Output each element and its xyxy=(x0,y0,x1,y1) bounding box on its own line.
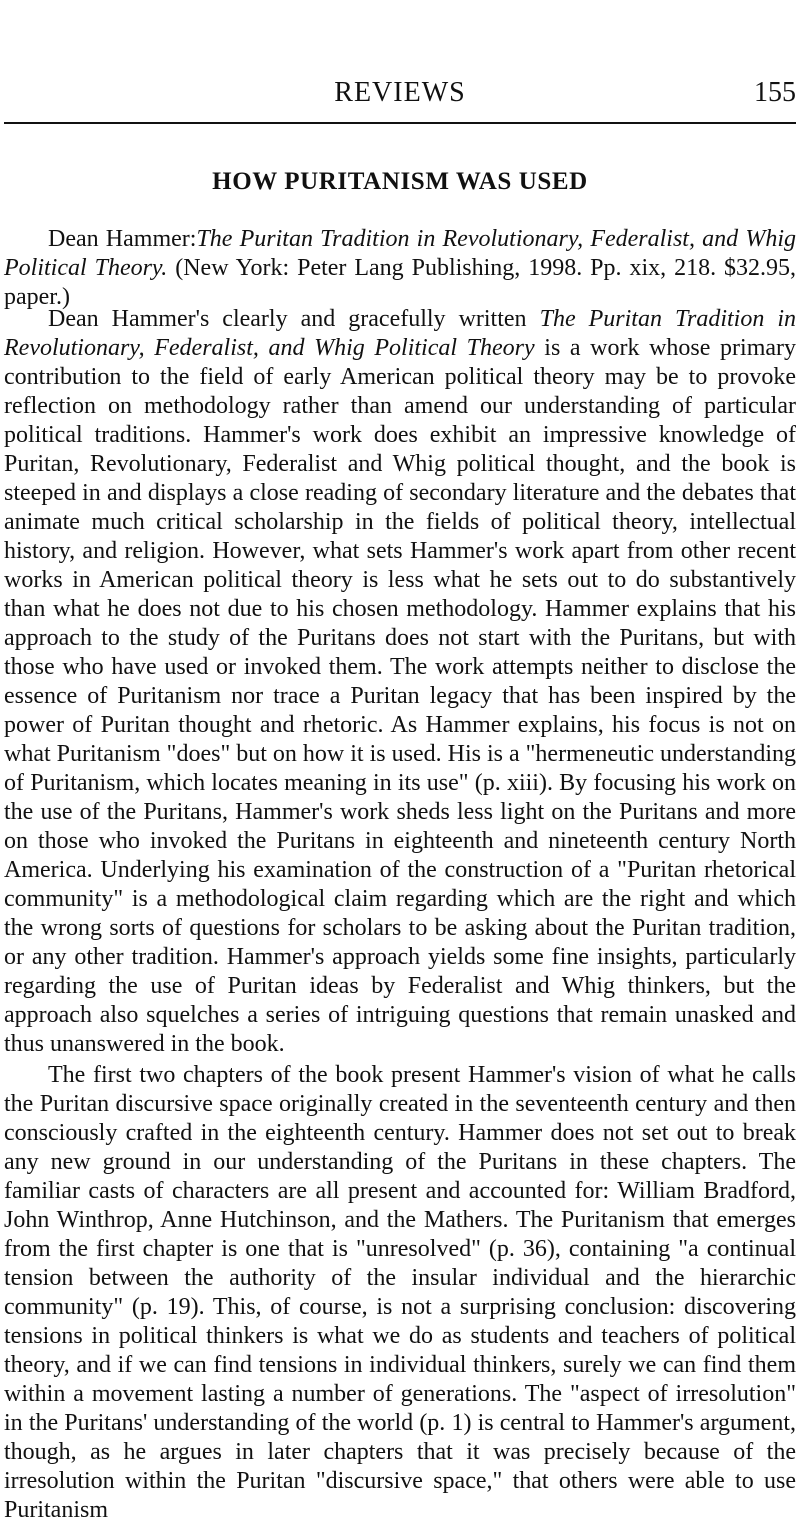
paragraph-1 xyxy=(4,305,796,1059)
citation-author: Dean Hammer: xyxy=(48,226,197,252)
paragraph-1-book-title: The Puritan Tradition in Revolutionary, Federalist, and Whig Political Theory xyxy=(4,306,797,361)
page-number: 155 xyxy=(754,77,796,108)
paragraph-1-text: is a work whose primary contribution to the field of early American political theory may be to provoke reflection on methodology rather than amend our understanding of particular political traditions. Hammer's work does exhibit an impressive knowledge of Puritan, Revolutionary, Federalist and Whig political thought, and the book is steeped in and displays a close reading of secondary literature and the debates that animate much critical scholarship in the fields of political theory, intellectual history, and religion. However, what sets Hammer's work apart from other recent works in American political theory is less what he sets out to do substantively than what he does not due to his chosen methodology. Hammer explains that his approach to the study of the Puritans does not start with the Puritans, but with those who have used or invoked them. The work attempts neither to disclose the essence of Puritanism nor trace a Puritan legacy that has been inspired by the power of Puritan thought and rhetoric. As Hammer explains, his focus is not on what Puritanism "does" but on how it is used. His is a "hermeneutic understanding of Puritanism, which locates meaning in its use" (p. xiii). By focusing his work on the use of the Puritans, Hammer's work sheds less light on the Puritans and more on those who invoked the Puritans in eighteenth and nineteenth century North America. Underlying his examination of the construction of a "Puritan rhetorical community" is a methodological claim regarding which are the right and which the wrong sorts of questions for scholars to be asking about the Puritan tradition, or any other tradition. Hammer's approach yields some fine insights, particularly regarding the use of Puritan ideas by Federalist and Whig thinkers, but the approach also squelches a series of intriguing questions that remain unasked and thus unanswered in the book. xyxy=(4,335,797,1057)
paragraph-2-text: The first two chapters of the book present Hammer's vision of what he calls the Puritan discursive space originally created in the seventeenth century and then consciously crafted in the eighteenth century. Hammer does not set out to break any new ground in our understanding of the Puritans in these chapters. The familiar casts of characters are all present and accounted for: William Bradford, John Winthrop, Anne Hutchinson, and the Mathers. The Puritanism that emerges from the first chapter is one that is "unresolved" (p. 36), containing "a continual tension between the authority of the insular individual and the hierarchic community" (p. 19). This, of course, is not a surprising conclusion: discovering tensions in political thinkers is what we do as students and teachers of political theory, and if we can find tensions in individual thinkers, surely we can find them within a movement lasting a number of generations. The "aspect of irresolution" in the Puritans' understanding of the world (p. 1) is central to Hammer's argument, though, as he argues in later chapters that it was precisely because of the irresolution within the Puritan "discursive space," that others were able to use Puritanism xyxy=(4,1062,796,1523)
book-citation xyxy=(4,225,796,312)
paragraph-1-lead: Dean Hammer's clearly and gracefully written xyxy=(48,306,527,332)
paragraph-2 xyxy=(4,1061,796,1525)
page-header xyxy=(4,72,796,114)
header-rule xyxy=(4,122,796,124)
citation-book-title: The Puritan Tradition in Revolutionary, Federalist, and Whig Political Theory. xyxy=(4,226,796,281)
review-body xyxy=(4,305,796,1525)
citation-publication: (New York: Peter Lang Publishing, 1998. Pp. xix, 218. $32.95, paper.) xyxy=(4,255,797,310)
review-title: HOW PURITANISM WAS USED xyxy=(212,168,588,195)
running-head: REVIEWS xyxy=(334,77,466,108)
